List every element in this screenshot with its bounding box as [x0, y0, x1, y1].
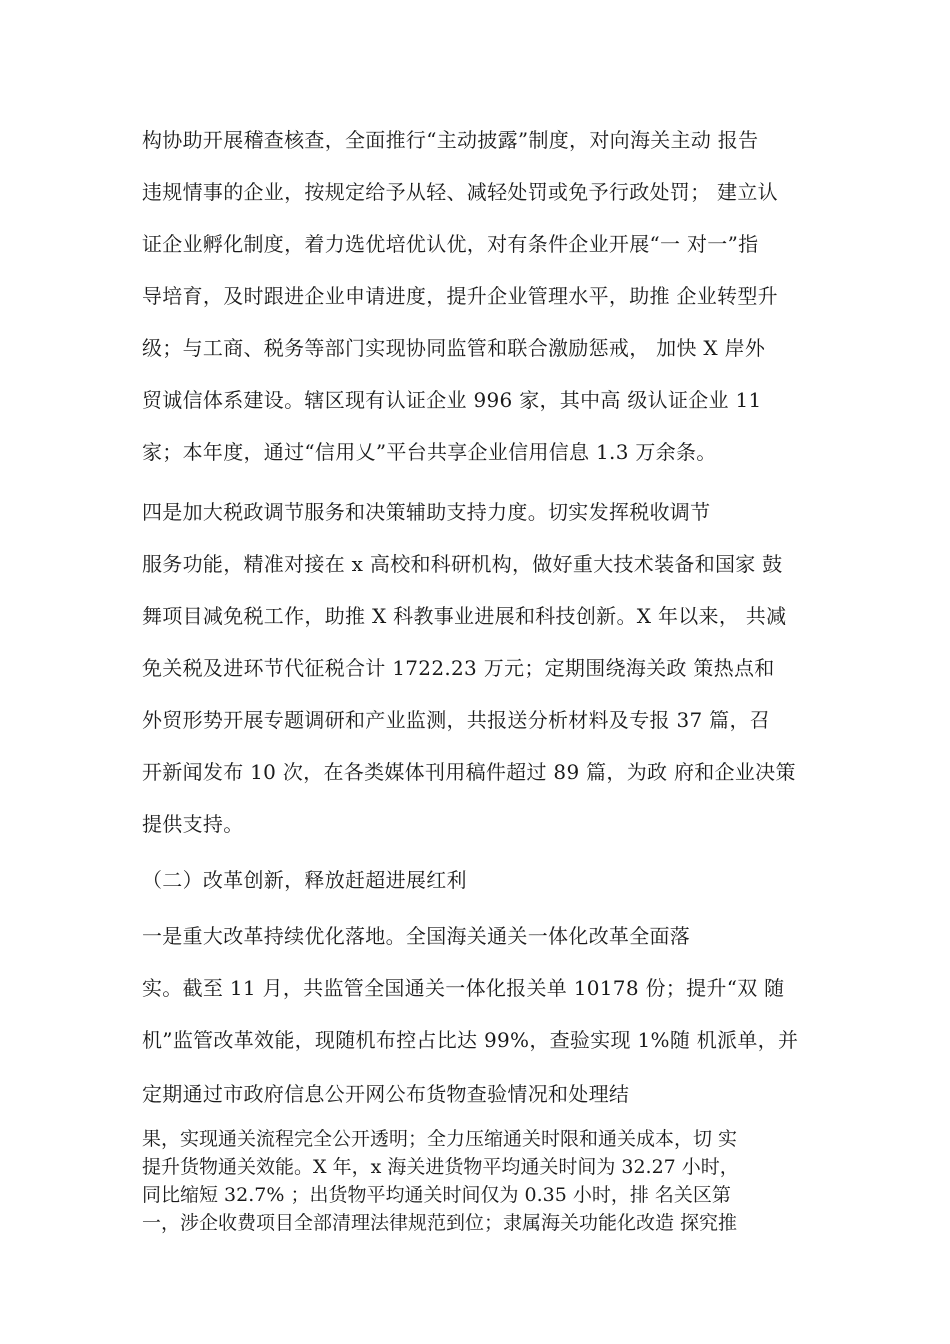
- text-line-3: 证企业孵化制度，着力选优培优认优，对有条件企业开展“一 对一”指: [142, 232, 759, 256]
- text-line-5: 级；与工商、税务等部门实现协同监管和联合激励惩戒， 加快 X 岸外: [142, 336, 766, 360]
- text-line-18: 机”监管改革效能，现随机布控占比达 99%，查验实现 1%随 机派单，并: [142, 1028, 799, 1052]
- text-line-17: 实。截至 11 月，共监管全国通关一体化报关单 10178 份；提升“双 随: [142, 976, 785, 1000]
- text-line-20: 果，实现通关流程完全公开透明；全力压缩通关时限和通关成本，切 实: [142, 1128, 738, 1150]
- text-line-19: 定期通过市政府信息公开网公布货物查验情况和处理结: [142, 1082, 630, 1106]
- text-line-14: 提供支持。: [142, 812, 244, 836]
- text-line-4: 导培育，及时跟进企业申请进度，提升企业管理水平，助推 企业转型升: [142, 284, 778, 308]
- text-line-11: 免关税及进环节代征税合计 1722.23 万元；定期围绕海关政 策热点和: [142, 656, 775, 680]
- text-line-7: 家；本年度，通过“信用乂”平台共享企业信用信息 1.3 万余条。: [142, 440, 717, 464]
- text-line-12: 外贸形势开展专题调研和产业监测，共报送分析材料及专报 37 篇，召: [142, 708, 771, 732]
- text-line-13: 开新闻发布 10 次，在各类媒体刊用稿件超过 89 篇，为政 府和企业决策: [142, 760, 796, 784]
- text-line-22: 同比缩短 32.7% ；出货物平均通关时间仅为 0.35 小时，排 名关区第: [142, 1184, 731, 1206]
- text-line-1: 构协助开展稽查核查，全面推行“主动披露”制度，对向海关主动 报告: [142, 128, 759, 152]
- text-line-10: 舞项目减免税工作，助推 X 科教事业进展和科技创新。X 年以来， 共减: [142, 604, 787, 628]
- text-line-6: 贸诚信体系建设。辖区现有认证企业 996 家，其中高 级认证企业 11: [142, 388, 762, 412]
- text-line-21: 提升货物通关效能。X 年，x 海关进货物平均通关时间为 32.27 小时，: [142, 1156, 739, 1178]
- section-heading: （二）改革创新，释放赶超进展红利: [142, 868, 467, 892]
- text-line-9: 服务功能，精准对接在 x 高校和科研机构，做好重大技术装备和国家 鼓: [142, 552, 783, 576]
- text-line-23: 一，涉企收费项目全部清理法律规范到位；隶属海关功能化改造 探究推: [142, 1212, 738, 1234]
- text-line-2: 违规情事的企业，按规定给予从轻、减轻处罚或免予行政处罚； 建立认: [142, 180, 778, 204]
- text-line-16: 一是重大改革持续优化落地。全国海关通关一体化改革全面落: [142, 924, 691, 948]
- text-line-8: 四是加大税政调节服务和决策辅助支持力度。切实发挥税收调节: [142, 500, 711, 524]
